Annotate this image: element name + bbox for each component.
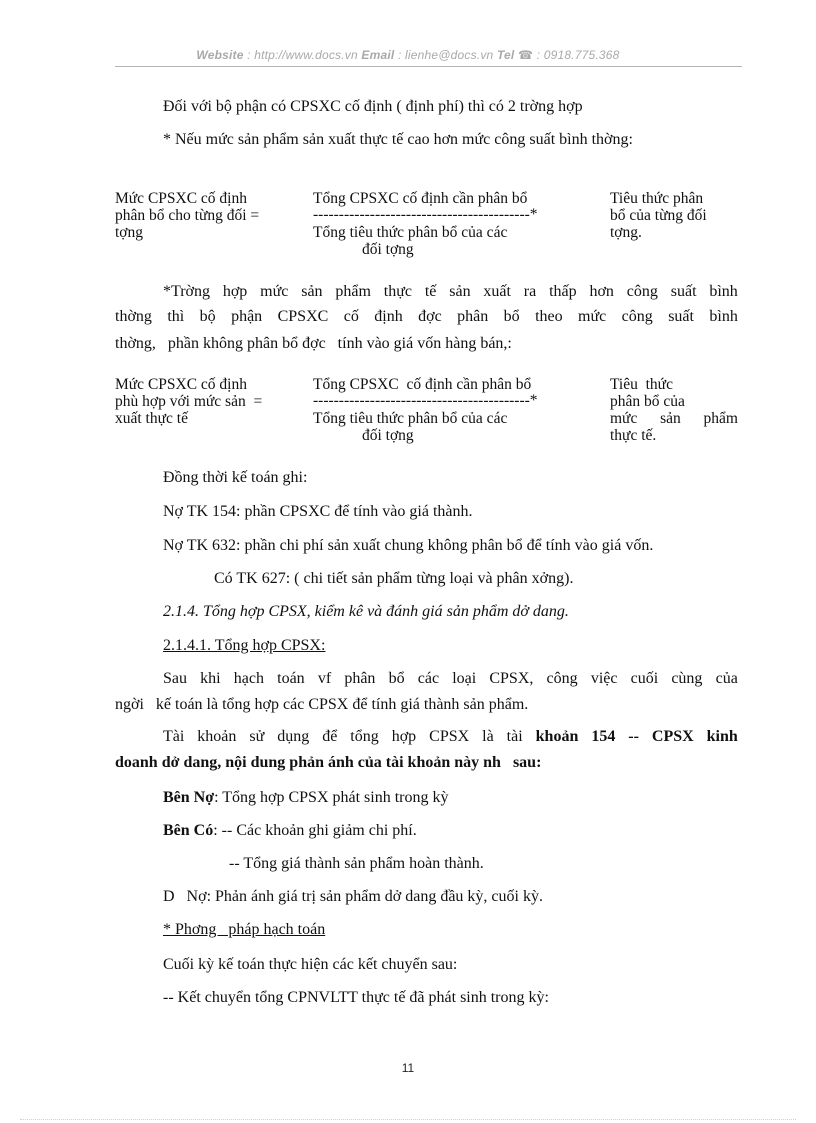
formula-1-left-3: tợng: [115, 224, 144, 241]
paragraph-transfer: -- Kết chuyển tổng CPNVLTT thực tế đã phát sinh trong kỳ:: [163, 989, 549, 1006]
formula-2-right-2: phân bổ của: [610, 393, 685, 410]
formula-1-numerator: Tổng CPSXC cố định cần phân bổ: [313, 190, 528, 207]
paragraph-below-capacity-line-2: thờng thì bộ phận CPSXC cố định đợc phân bổ theo mức công suất bình: [115, 308, 738, 325]
credit-side-label: Bên Có: [163, 822, 214, 839]
formula-1-left-1: Mức CPSXC cố định: [115, 190, 247, 207]
paragraph-entries-intro: Đồng thời kế toán ghi:: [163, 469, 308, 486]
formula-2-denominator-2: đối tợng: [362, 427, 414, 444]
tel-value: : 0918.775.368: [533, 48, 620, 62]
formula-1-right-2: bổ của từng đối: [610, 207, 707, 224]
credit-side-text: : -- Các khoản ghi giảm chi phí.: [213, 822, 417, 839]
tel-label: Tel: [496, 48, 515, 62]
credit-side-text-2: -- Tổng giá thành sản phẩm hoàn thành.: [229, 855, 484, 872]
entry-credit-627: Có TK 627: ( chi tiết sản phẩm từng loại và phân xởng).: [214, 570, 574, 587]
sub-heading: 2.1.4.1. Tổng hợp CPSX:: [163, 637, 326, 654]
debit-side-text: : Tổng hợp CPSX phát sinh trong kỳ: [214, 789, 449, 806]
formula-2-right-1: Tiêu thức: [610, 376, 673, 393]
phone-icon: ☎: [517, 48, 534, 62]
paragraph-below-capacity-line-3: thờng, phần không phân bổ đợc tính vào giá vốn hàng bán,:: [115, 335, 512, 352]
debit-balance: D Nợ: Phản ánh giá trị sản phẩm dở dang đầu kỳ, cuối kỳ.: [163, 888, 543, 905]
formula-2-right-3: mức sản phẩm: [610, 410, 738, 427]
paragraph-above-capacity: * Nếu mức sản phẩm sản xuất thực tế cao hơn mức công suất bình thờng:: [163, 131, 633, 148]
formula-1-divider: ------------------------------------------*: [313, 206, 538, 223]
website-label: Website: [196, 48, 244, 62]
email-value: : lienhe@docs.vn: [394, 48, 497, 62]
page-number: 11: [401, 1061, 415, 1075]
formula-2-denominator-1: Tổng tiêu thức phân bổ của các: [313, 410, 508, 427]
email-label: Email: [361, 48, 395, 62]
section-heading: 2.1.4. Tổng hợp CPSX, kiểm kê và đánh giá sản phẩm dở dang.: [163, 603, 569, 620]
debit-side: [163, 788, 449, 808]
paragraph-summary-line-1: Sau khi hạch toán vf phân bổ các loại CPSX, công việc cuối cùng của: [163, 670, 738, 687]
formula-1-right-3: tợng.: [610, 224, 642, 241]
formula-2-right-4: thực tế.: [610, 427, 657, 444]
website-value: : http://www.docs.vn: [243, 48, 362, 62]
paragraph-summary-line-2: ngời kế toán là tổng hợp các CPSX để tính giá thành sản phẩm.: [115, 696, 529, 713]
entry-debit-632: Nợ TK 632: phần chi phí sản xuất chung không phân bổ để tính vào giá vốn.: [163, 537, 654, 554]
formula-2-left-1: Mức CPSXC cố định: [115, 376, 247, 393]
paragraph-fixed-costs: Đối với bộ phận có CPSXC cố định ( định phí) thì có 2 trờng hợp: [163, 98, 583, 115]
formula-2-divider: ------------------------------------------*: [313, 392, 538, 409]
formula-2-left-2: phù hợp với mức sản =: [115, 393, 263, 410]
paragraph-period-end: Cuối kỳ kế toán thực hiện các kết chuyển sau:: [163, 956, 458, 973]
formula-1-left-2: phân bổ cho từng đối =: [115, 207, 260, 224]
header-rule: [115, 66, 742, 67]
formula-1-right-1: Tiêu thức phân: [610, 190, 704, 207]
paragraph-account-line-1: Tài khoản sử dụng để tổng hợp CPSX là tài khoản 154 -- CPSX kinh: [163, 728, 738, 745]
credit-side: [163, 821, 417, 841]
paragraph-account-line-2: doanh dở dang, nội dung phản ánh của tài khoản này nh sau:: [115, 754, 542, 771]
formula-2-numerator: Tổng CPSXC cố định cần phân bổ: [313, 376, 532, 393]
formula-1-denominator-1: Tổng tiêu thức phân bổ của các: [313, 224, 508, 241]
entry-debit-154: Nợ TK 154: phần CPSXC để tính vào giá thành.: [163, 503, 473, 520]
method-heading: * Phơng pháp hạch toán: [163, 921, 326, 938]
formula-1-denominator-2: đối tợng: [362, 241, 414, 258]
debit-side-label: Bên Nợ: [163, 789, 215, 806]
formula-2-left-3: xuất thực tế: [115, 410, 188, 427]
paragraph-below-capacity-line-1: *Trờng hợp mức sản phẩm thực tế sản xuất ra thấp hơn công suất bình: [163, 283, 738, 300]
footer-dotted-line: [20, 1119, 796, 1120]
page-header: [0, 48, 816, 62]
